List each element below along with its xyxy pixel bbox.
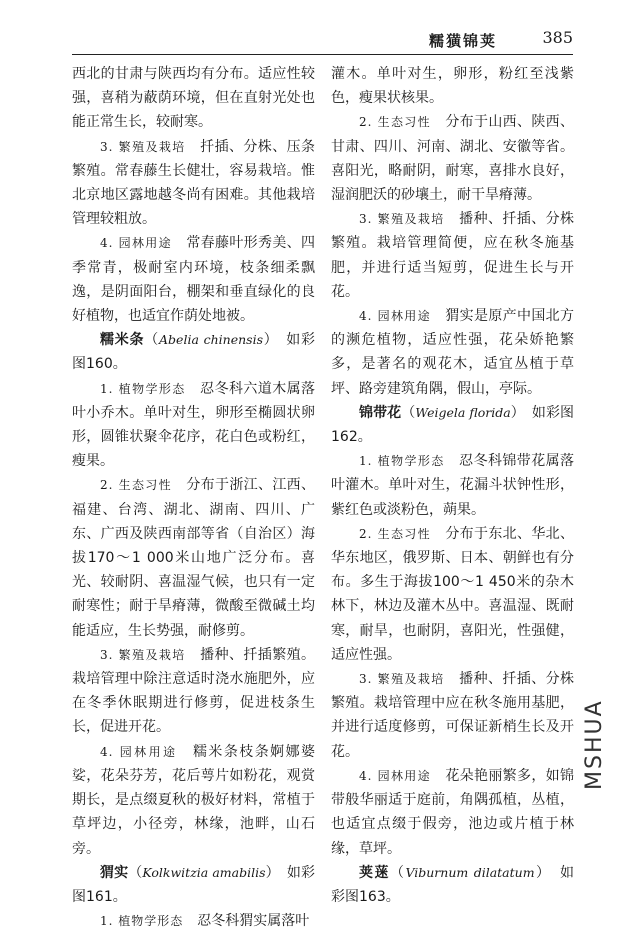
species-heading: 猬实（Kolkwitzia amabilis） 如彩图161。 (72, 864, 315, 905)
section-label: 3. 繁殖及栽培 (100, 139, 186, 154)
section-label: 4. 园林用途 (100, 236, 172, 251)
paragraph-text: 常春藤叶形秀美、四季常青，极耐室内环境，枝条细柔飘逸，是阴面阳台，棚架和垂直绿化的良好植物，也适宜作荫处地被。 (72, 235, 316, 325)
paragraph (72, 377, 315, 474)
paragraph (331, 667, 574, 764)
paragraph (72, 473, 315, 642)
header-rule (72, 54, 573, 55)
paragraph (72, 909, 315, 933)
paragraph-text: 播种、扦插、分株繁殖。栽培管理简便，应在秋冬施基肥，并进行适当短剪，促进生长与开花。 (331, 211, 575, 300)
paragraph (331, 764, 574, 861)
species-latin: Kolkwitzia amabilis (142, 864, 266, 880)
section-label: 3. 繁殖及栽培 (100, 647, 186, 662)
section-label: 4. 园林用途 (100, 744, 178, 759)
paragraph (331, 110, 574, 207)
paragraph-text: 忍冬科锦带花属落叶灌木。单叶对生，花漏斗状钟性形，紫红色或淡粉色，蒴果。 (331, 453, 575, 518)
species-heading: 糯米条（Abelia chinensis） 如彩图160。 (72, 332, 316, 373)
right-column (331, 62, 574, 909)
paragraph-text: 分布于浙江、江西、福建、台湾、湖北、湖南、四川、广东、广西及陕西南部等省（自治区）海拔170～1 000米山地广泛分布。喜光、较耐阴、喜温湿气候，也只有一定耐寒性；耐于旱瘠薄，微酸至微碱土均能适应，生长势强，耐修剪。 (72, 477, 316, 639)
paragraph: 灌木。单叶对生，卵形，粉红至浅紫色，瘦果状核果。 (331, 66, 574, 107)
left-column (72, 62, 315, 933)
section-label: 2. 生态习性 (359, 115, 431, 130)
paragraph-text: 播种、扦插繁殖。栽培管理中除注意适时浇水施肥外，应在冬季休眠期进行修剪，促进枝条生长，促进开花。 (72, 646, 316, 736)
paragraph-text: 花朵艳丽繁多，如锦带般华丽适于庭前，角隅孤植，丛植，也适宜点缀于假旁，池边或片植于林缘，草坪。 (331, 767, 575, 857)
species-heading: 荚蒾（Viburnum dilatatum） 如彩图163。 (331, 864, 575, 905)
paragraph: 西北的甘肃与陕西均有分布。适应性较强，喜稍为蔽荫环境，但在直射光处也能正常生长，较耐寒。 (72, 66, 315, 131)
figure-ref: 如彩图163。 (331, 864, 575, 905)
paragraph (72, 135, 315, 232)
paragraph (72, 740, 315, 861)
page-number: 385 (542, 28, 573, 47)
species-heading: 锦带花（Weigela florida） 如彩图162。 (331, 404, 575, 446)
species-latin: Viburnum dilatatum (405, 864, 535, 880)
section-label: 2. 生态习性 (100, 478, 172, 493)
species-latin: Weigela florida (415, 404, 511, 420)
section-label: 3. 繁殖及栽培 (359, 672, 445, 687)
figure-ref: 如彩图160。 (72, 332, 316, 373)
species-name: 猬实 (100, 864, 129, 881)
paragraph-text: 忍冬科六道木属落叶小乔木。单叶对生，卵形至椭圆状卵形，圆锥状聚伞花序，花白色或粉红，瘦果。 (72, 380, 316, 470)
section-label: 1. 植物学形态 (359, 454, 445, 469)
paragraph (72, 231, 315, 328)
watermark: MSHUA (582, 699, 607, 790)
species-latin: Abelia chinensis (159, 332, 264, 348)
paragraph (331, 449, 574, 522)
section-label: 1. 植物学形态 (100, 914, 184, 929)
paragraph (331, 304, 574, 401)
paragraph-text: 扦插、分株、压条繁殖。常春藤生长健壮，容易栽培。惟北京地区露地越冬尚有困难。其他栽培管理较粗放。 (72, 138, 316, 228)
species-name: 荚蒾 (359, 864, 390, 881)
figure-ref: 如彩图162。 (331, 404, 575, 446)
paragraph-text: 分布于山西、陕西、甘肃、四川、河南、湖北、安徽等省。喜阳光，略耐阴，耐寒，喜排水良好，湿润肥沃的砂壤土，耐干旱瘠薄。 (331, 114, 575, 204)
paragraph (331, 522, 574, 667)
paragraph-text: 忍冬科猬实属落叶 (197, 913, 310, 930)
paragraph (72, 643, 315, 740)
header-title: 糯獚锦荚 (428, 32, 497, 50)
section-label: 1. 植物学形态 (100, 381, 186, 396)
paragraph-text: 猬实是原产中国北方的濒危植物，适应性强，花朵娇艳繁多，是著名的观花木，适宜丛植于草坪、路旁建筑角隅，假山，亭际。 (331, 308, 575, 397)
section-label: 4. 园林用途 (359, 768, 431, 783)
paragraph-text: 分布于东北、华北、华东地区，俄罗斯、日本、朝鲜也有分布。多生于海拔100～1 450米的杂木林下，林边及灌木丛中。喜温湿、既耐寒，耐旱，也耐阴，喜阳光，性强健，适应性强。 (331, 525, 575, 663)
figure-ref: 如彩图161。 (72, 864, 315, 905)
paragraph-text: 糯米条枝条婀娜婆娑，花朵芬芳，花后萼片如粉花，观赏期长，是点缀夏秋的极好材料，常植于草坪边，小径旁，林缘，池畔，山石旁。 (72, 743, 316, 857)
species-name: 糯米条 (100, 332, 145, 349)
section-label: 4. 园林用途 (359, 309, 431, 324)
running-header (72, 28, 573, 54)
section-label: 2. 生态习性 (359, 526, 431, 541)
species-name: 锦带花 (359, 404, 402, 421)
paragraph (331, 207, 574, 304)
paragraph-text: 播种、扦插、分株繁殖。栽培管理中应在秋冬施用基肥，并进行适度修剪，可保证新梢生长及开花。 (331, 671, 575, 760)
section-label: 3. 繁殖及栽培 (359, 212, 445, 227)
